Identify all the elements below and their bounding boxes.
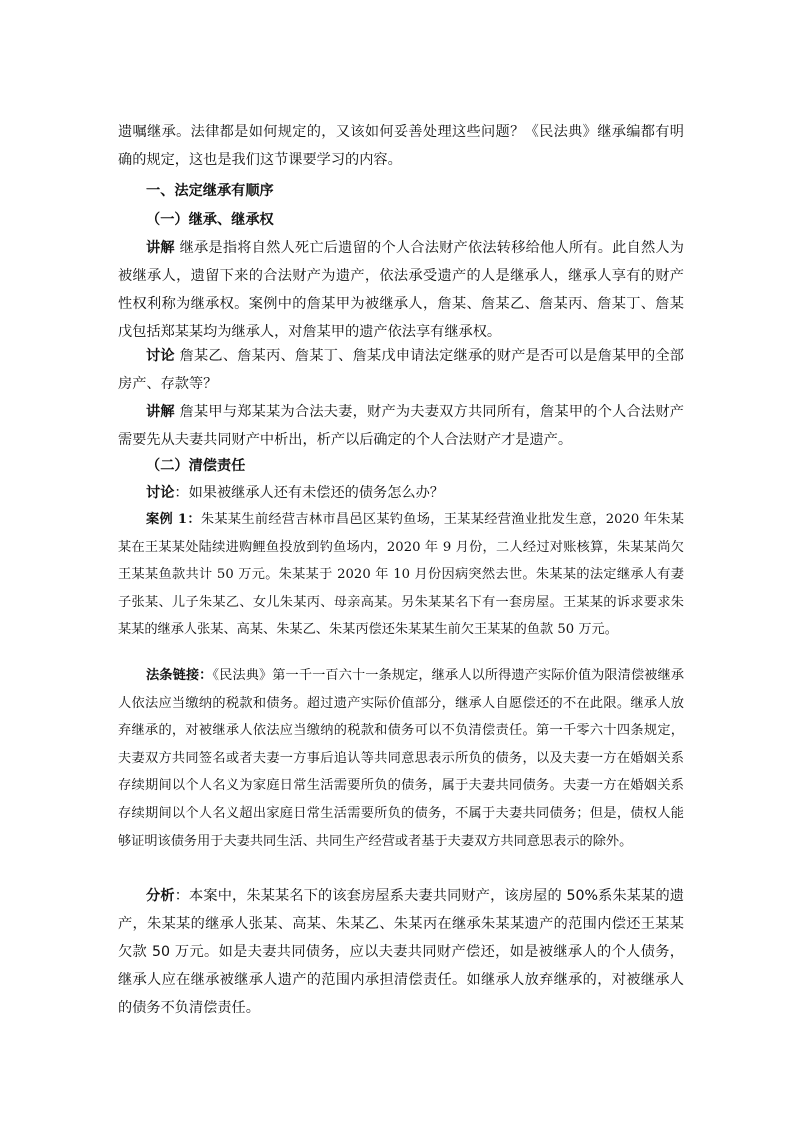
analysis-text: ：本案中，朱某某名下的该套房屋系夫妻共同财产，该房屋的 50%系朱某某的遗产，朱某某的继承人张某、高某、朱某乙、朱某丙在继承朱某某遗产的范围内偿还王某某欠款 50 万元。如是夫妻共同债务，应以夫妻共同财产偿还，如是被继承人的个人债务，继承人应在继承被继承人遗产的范围内承担清偿责任。如继承人放弃继承的，对被继承人的债务不负清偿责任。 — [118, 888, 684, 1016]
analysis-label: 分析 — [146, 888, 175, 904]
intro-text: 遗嘱继承。法律都是如何规定的，又该如何妥善处理这些问题？《民法典》继承编都有明确的规定，这也是我们这节课要学习的内容。 — [118, 124, 684, 168]
explanation-label: 讲解 — [146, 240, 175, 256]
case-paragraph — [118, 506, 684, 644]
explanation-label: 讲解 — [146, 404, 175, 420]
explanation-text: 继承是指将自然人死亡后遗留的个人合法财产依法转移给他人所有。此自然人为被继承人，遗留下来的合法财产为遗产，依法承受遗产的人是继承人，继承人享有的财产性权利称为继承权。案例中的詹某甲为被继承人，詹某、詹某乙、詹某丙、詹某丁、詹某戊包括郑某某均为继承人，对詹某甲的遗产依法享有继承权。 — [118, 240, 684, 340]
explanation-paragraph-2 — [118, 398, 684, 454]
analysis-paragraph — [118, 882, 684, 1022]
discussion-label: 讨论 — [146, 485, 175, 501]
explanation-text: 詹某甲与郑某某为合法夫妻，财产为夫妻双方共同所有，詹某甲的个人合法财产需要先从夫妻共同财产中析出，析产以后确定的个人合法财产才是遗产。 — [118, 404, 684, 448]
discussion-text: 詹某乙、詹某丙、詹某丁、詹某戊申请法定继承的财产是否可以是詹某甲的全部房产、存款等？ — [118, 348, 684, 392]
case-text: 朱某某生前经营吉林市昌邑区某钓鱼场，王某某经营渔业批发生意，2020 年朱某某在王某某处陆续进购鲤鱼投放到钓鱼场内，2020 年 9 月份，二人经过对账核算，朱某某尚欠王某某鱼款共计 50 万元。朱某某于 2020 年 10 月份因病突然去世。朱某某的法定继承人有妻子张某、儿子朱某乙、女儿朱某丙、母亲高某。另朱某某名下有一套房屋。王某某的诉求要求朱某某的继承人张某、高某、朱某乙、朱某丙偿还朱某某生前欠王某某的鱼款 50 万元。 — [118, 512, 684, 638]
law-link-label: 法条链接： — [146, 668, 213, 683]
discussion-label: 讨论 — [146, 348, 175, 364]
subsection-heading-1: （一）继承、继承权 — [146, 212, 274, 228]
law-link-text: 《民法典》第一千一百六十一条规定，继承人以所得遗产实际价值为限清偿被继承人依法应当缴纳的税款和债务。超过遗产实际价值部分，继承人自愿偿还的不在此限。继承人放弃继承的，对被继承人依法应当缴纳的税款和债务可以不负清偿责任。第一千零六十四条规定，夫妻双方共同签名或者夫妻一方事后追认等共同意思表示所负的债务，以及夫妻一方在婚姻关系存续期间以个人名义为家庭日常生活需要所负的债务，属于夫妻共同债务。夫妻一方在婚姻关系存续期间以个人名义超出家庭日常生活需要所负的债务，不属于夫妻共同债务；但是，债权人能够证明该债务用于夫妻共同生活、共同生产经营或者基于夫妻双方共同意思表示的除外。 — [118, 668, 685, 849]
case-label: 案例 1： — [146, 512, 201, 527]
discussion-paragraph-1 — [118, 342, 684, 398]
section-heading-1: 一、法定继承有顺序 — [146, 183, 274, 199]
discussion-paragraph-2 — [118, 479, 684, 507]
discussion-text: ：如果被继承人还有未偿还的债务怎么办？ — [174, 485, 444, 501]
law-link-paragraph — [118, 662, 684, 855]
subsection-heading-2: （二）清偿责任 — [146, 458, 246, 474]
explanation-paragraph-1 — [118, 234, 684, 346]
intro-paragraph — [118, 118, 684, 174]
